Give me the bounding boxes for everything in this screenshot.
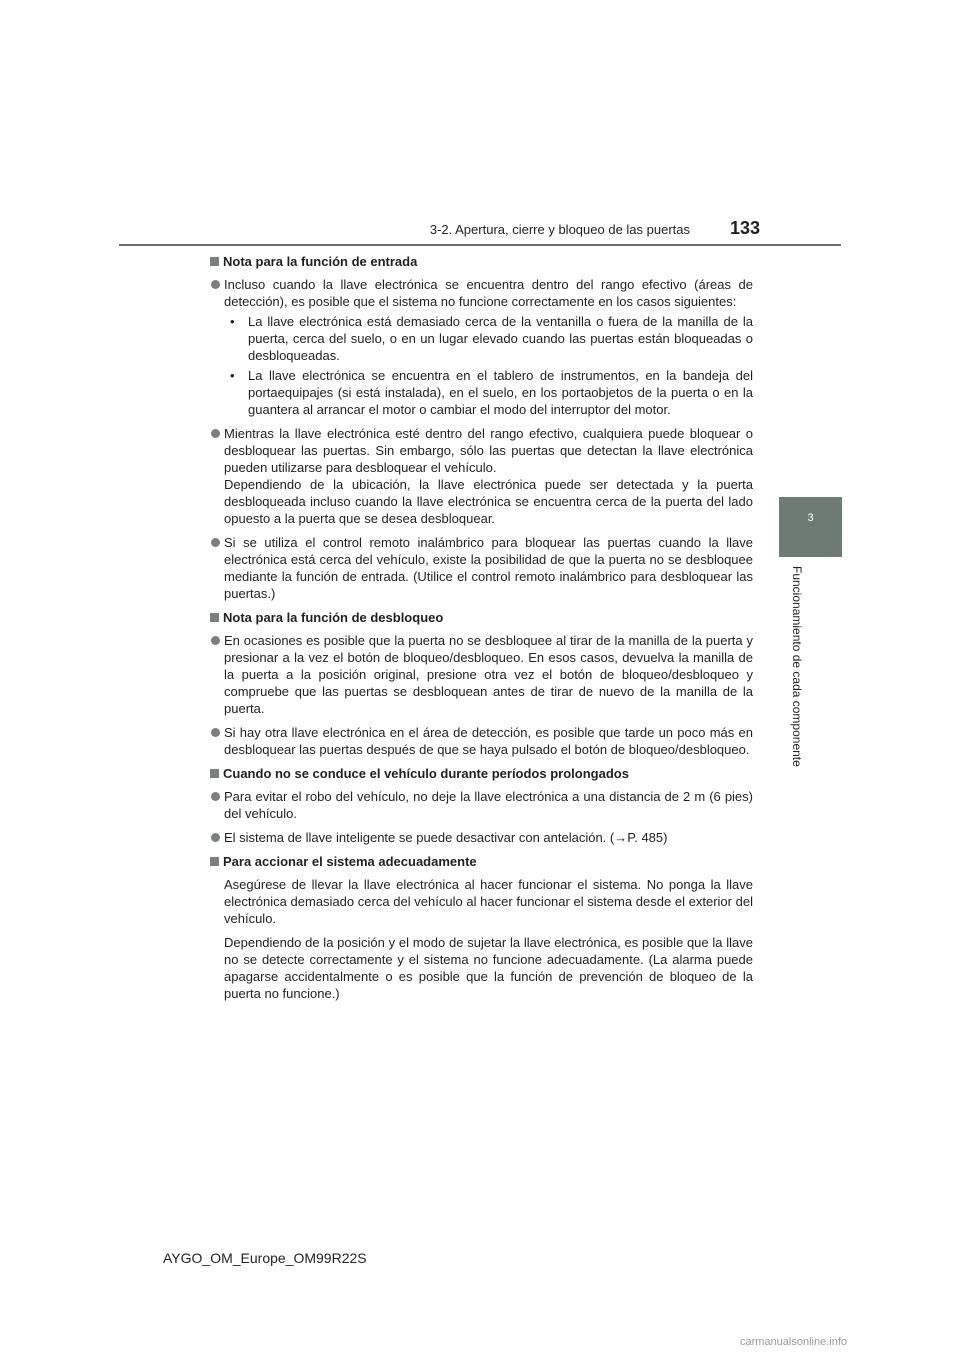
section-proper-operation: [210, 853, 753, 1002]
circle-bullet-icon: [211, 636, 220, 645]
section-heading: Nota para la función de desbloqueo: [210, 609, 753, 626]
header-rule: [119, 244, 841, 246]
section-heading: Nota para la función de entrada: [210, 253, 753, 270]
list-item: En ocasiones es posible que la puerta no se desbloquee al tirar de la manilla de la puerta y presionar a la vez el botón de bloqueo/desbloqueo. En esos casos, devuelva la manilla de la puerta a la posición original, presione otra vez el botón de bloqueo/desbloqueo y compruebe que las puertas se desbloquean antes de tirar de nuevo de la manilla de la puerta.: [210, 632, 753, 717]
square-bullet-icon: [210, 857, 219, 866]
paragraph: Dependiendo de la posición y el modo de sujetar la llave electrónica, es posible que la llave no se detecte correctamente y el sistema no funcione adecuadamente. (La alarma puede apagarse accidentalmente o es posible que la función de prevención de bloqueo de la puerta no funcione.): [224, 935, 753, 1001]
section-unlock-function: [210, 609, 753, 758]
square-bullet-icon: [210, 257, 219, 266]
square-bullet-icon: [210, 613, 219, 622]
circle-bullet-icon: [211, 728, 220, 737]
list-item: Para evitar el robo del vehículo, no deje la llave electrónica a una distancia de 2 m (6 pies) del vehículo.: [210, 788, 753, 822]
page-number: 133: [730, 218, 761, 238]
list-item: El sistema de llave inteligente se puede desactivar con antelación. (→P. 485): [210, 829, 753, 846]
paragraph: Asegúrese de llevar la llave electrónica al hacer funcionar el sistema. No ponga la llave electrónica demasiado cerca del vehículo al hacer funcionar el sistema desde el exterior del vehículo.: [224, 877, 753, 926]
circle-bullet-icon: [211, 280, 220, 289]
list-item: Si hay otra llave electrónica en el área de detección, es posible que tarde un poco más en desbloquear las puertas después de que se haya pulsado el botón de bloqueo/desbloqueo.: [210, 724, 753, 758]
section-entry-function: [210, 253, 753, 602]
circle-bullet-icon: [211, 429, 220, 438]
dot-bullet-icon: •: [230, 368, 235, 383]
section-heading: Cuando no se conduce el vehículo durante períodos prolongados: [210, 765, 753, 782]
chapter-tab: [779, 497, 842, 557]
circle-bullet-icon: [211, 833, 220, 842]
section-long-periods: [210, 765, 753, 846]
document-code: AYGO_OM_Europe_OM99R22S: [163, 1250, 367, 1266]
chapter-number: 3: [807, 512, 814, 524]
page-content: [210, 253, 753, 1009]
list-item: Incluso cuando la llave electrónica se encuentra dentro del rango efectivo (áreas de detección), es posible que el sistema no funcione correctamente en los casos siguientes: • La llave electrónica está demasiado cerca de la ventanilla o fuera de la manilla de la puerta, cerca del suelo, o en un lugar elevado cuando las puertas están bloqueadas o desbloqueadas. • La llave electrónica se encuentra en el tablero de instrumentos, en la bandeja del portaequipajes (si está instalada), en el suelo, en los portaobjetos de la puerta o en la guantera al arrancar el motor o cambiar el modo del interruptor del motor.: [210, 276, 753, 418]
watermark: carmanualsonline.info: [740, 1336, 848, 1348]
circle-bullet-icon: [211, 538, 220, 547]
list-item: Mientras la llave electrónica esté dentro del rango efectivo, cualquiera puede bloquear o desbloquear las puertas. Sin embargo, sólo las puertas que detectan la llave electrónica pueden utilizarse para desbloquear el vehículo. Dependiendo de la ubicación, la llave electrónica puede ser detectada y la puerta desbloqueada incluso cuando la llave electrónica se encuentra cerca de la puerta del lado opuesto a la puerta que se desea desbloquear.: [210, 425, 753, 527]
circle-bullet-icon: [211, 792, 220, 801]
header-title: 3-2. Apertura, cierre y bloqueo de las puertas: [429, 222, 690, 237]
dot-bullet-icon: •: [230, 314, 235, 329]
sub-list-item: • La llave electrónica se encuentra en el tablero de instrumentos, en la bandeja del portaequipajes (si está instalada), en el suelo, en los portaobjetos de la puerta o en la guantera al arrancar el motor o cambiar el modo del interruptor del motor.: [230, 368, 753, 417]
square-bullet-icon: [210, 769, 219, 778]
chapter-label: Funcionamiento de cada componente: [790, 566, 804, 767]
sub-list-item: • La llave electrónica está demasiado cerca de la ventanilla o fuera de la manilla de la puerta, cerca del suelo, o en un lugar elevado cuando las puertas están bloqueadas o desbloqueadas.: [230, 314, 753, 363]
list-item: Si se utiliza el control remoto inalámbrico para bloquear las puertas cuando la llave electrónica está cerca del vehículo, existe la posibilidad de que la puerta no se desbloquee mediante la función de entrada. (Utilice el control remoto inalámbrico para desbloquear las puertas.): [210, 534, 753, 602]
section-heading: Para accionar el sistema adecuadamente: [210, 853, 753, 870]
